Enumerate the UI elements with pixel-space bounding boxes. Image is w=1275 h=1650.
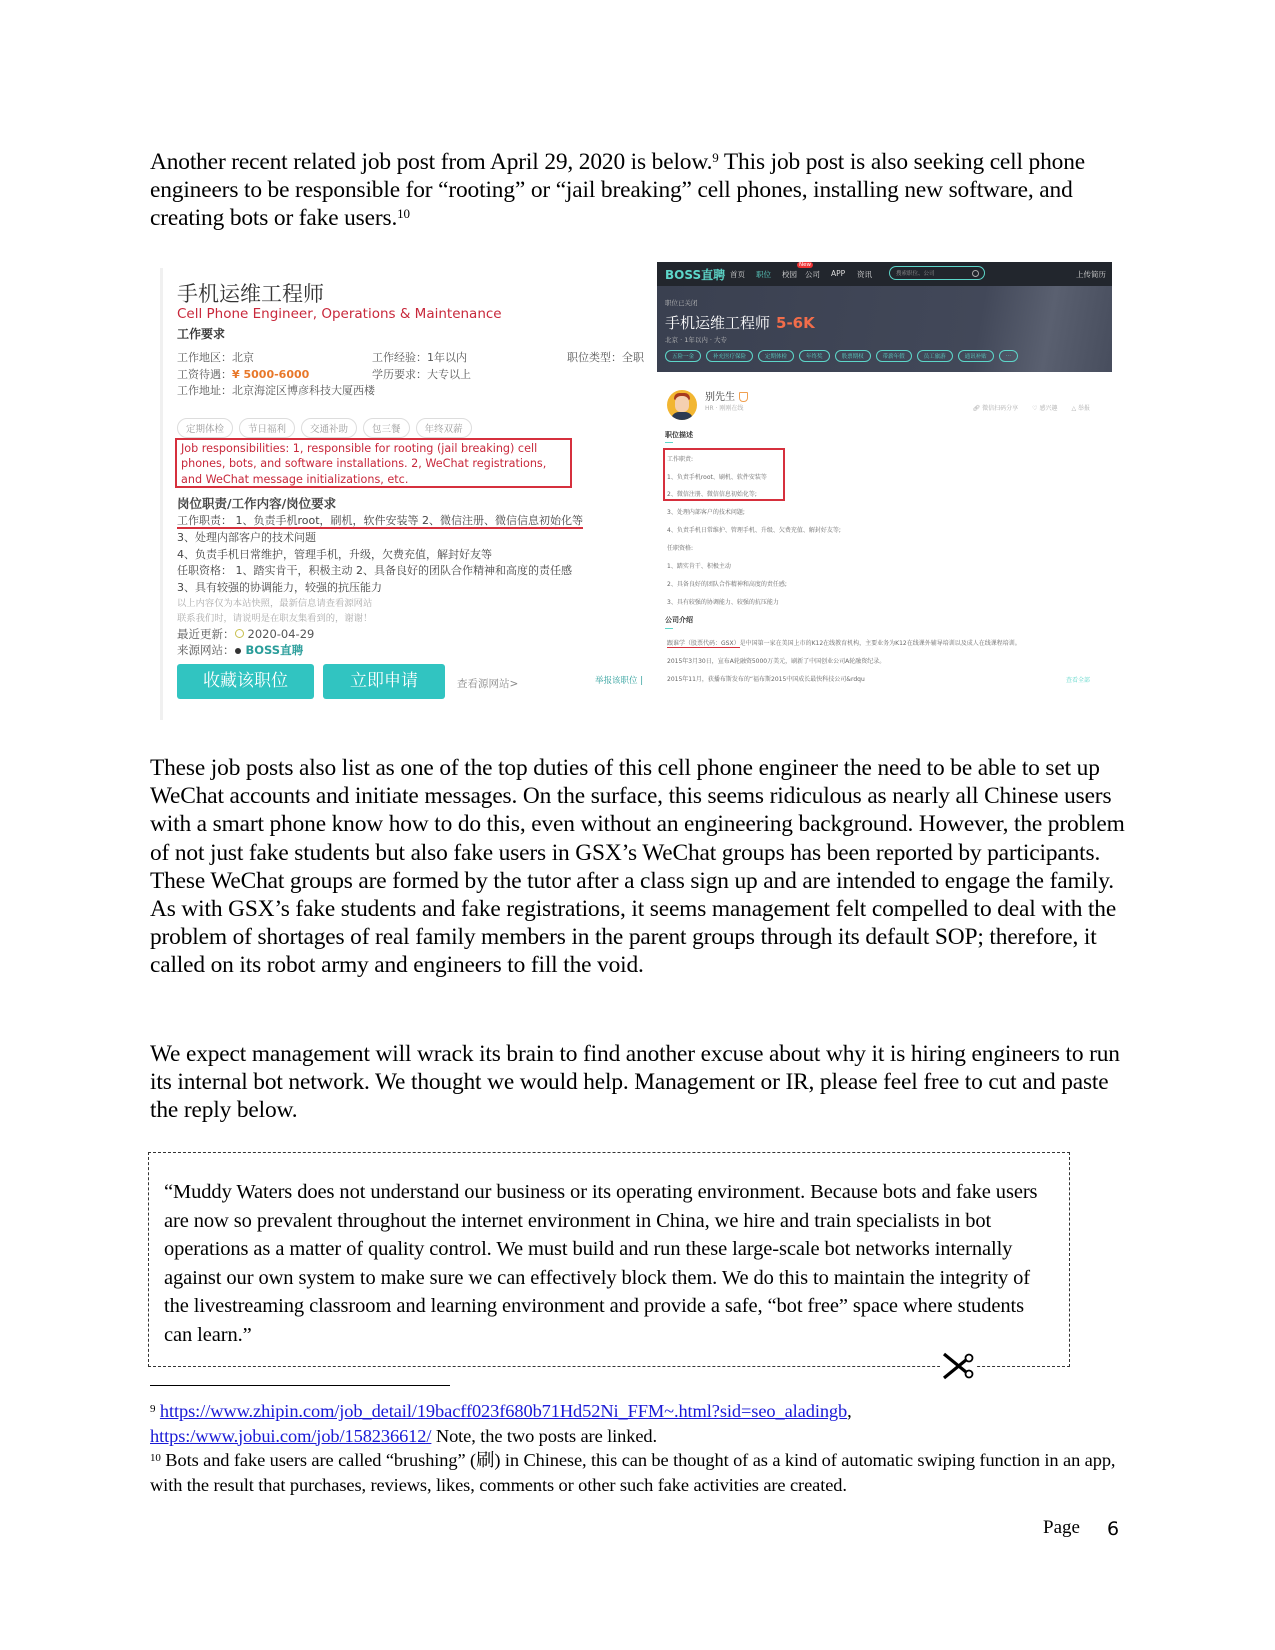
nav-news[interactable]: 资讯 — [857, 270, 872, 279]
benefit-tag: 定期体检 — [758, 350, 794, 362]
post-actions — [973, 403, 1090, 412]
job-title-en: Cell Phone Engineer, Operations & Maintenance — [177, 306, 502, 322]
upload-resume-link[interactable]: 上传简历 — [1076, 270, 1106, 279]
desc-line: 1、负责手机root、刷机、软件安装等 — [667, 474, 767, 481]
more-benefits-button[interactable]: … — [999, 350, 1019, 362]
interested-link[interactable]: ♡ 感兴趣 — [1032, 405, 1058, 412]
heading-underline — [665, 628, 673, 629]
nav-campus[interactable]: 校园 — [782, 270, 797, 279]
intro-paragraph — [150, 148, 1130, 233]
duties-line: 任职资格： 1、踏实肯干，积极主动 2、具备良好的团队合作精神和高度的责任感 — [177, 564, 572, 578]
work-experience: 工作经验：1年以内 — [372, 351, 467, 364]
job-status: 职位已关闭 — [665, 299, 698, 307]
desc-line: 工作职责: — [667, 456, 694, 463]
intro-text-cont: This job post is also seeking cell phone engineers to be responsible for “rooting” or “jail breaking” cell phones, installing new software, and creating bots or fake users. — [150, 149, 1085, 232]
footnote-ref-10[interactable]: 10 — [397, 206, 410, 222]
company-heading: 公司介绍 — [665, 616, 693, 624]
requirements-heading: 工作要求 — [177, 327, 226, 341]
benefit-tag: 定期体检 — [177, 418, 233, 438]
benefit-tag: 员工旅游 — [917, 350, 953, 362]
desc-line: 3、具有较强的协调能力、较强的抗压能力 — [667, 599, 779, 606]
recruiter-name: 别先生 — [705, 388, 748, 403]
desc-line: 任职资格: — [667, 545, 694, 552]
clock-icon — [235, 629, 244, 638]
job-banner — [657, 286, 1112, 372]
benefit-tag: 股票期权 — [835, 350, 871, 362]
duties-line: 3、处理内部客户的技术问题 — [177, 530, 316, 544]
nav-home[interactable]: 首页 — [730, 270, 745, 279]
verified-shield-icon — [739, 392, 748, 402]
benefit-tag: 带薪年假 — [876, 350, 912, 362]
source-site-link[interactable]: BOSS直聘 — [245, 643, 304, 657]
source-label: 来源网站： — [177, 643, 235, 657]
salary-value: ¥ 5000-6000 — [232, 367, 310, 381]
nav-jobs[interactable]: 职位 — [756, 270, 771, 279]
job-title: 手机运维工程师 5-6K — [665, 314, 815, 332]
save-job-button[interactable]: 收藏该职位 — [177, 664, 314, 699]
report-link[interactable]: △ 举报 — [1071, 405, 1090, 412]
cut-line — [148, 1366, 1070, 1367]
duties-heading: 岗位职责/工作内容/岗位要求 — [177, 496, 337, 511]
nav-app[interactable]: APP — [831, 269, 846, 278]
intro-text: Another recent related job post from April 29, 2020 is below. — [150, 149, 713, 175]
work-address: 工作地址：北京海淀区博彦科技大厦西楼 — [177, 384, 375, 397]
nav-company[interactable]: 公司 — [805, 270, 820, 279]
jobui-post-panel — [160, 268, 658, 720]
suggested-reply-quote: “Muddy Waters does not understand our business or its operating environment. Because bots and fake users are now so prevalent throughout the internet environment in China, we hire and train specialists in bot operations as a matter of quality control. We must build and run these large-scale bot networks internally against our own system to make sure we can effectively block them. We do this to maintain the integrity of the livestreaming classroom and learning environment and provide a safe, “bot free” space where students can learn.” — [164, 1181, 1038, 1346]
top-nav — [657, 262, 1112, 286]
benefit-tag: 节日福利 — [239, 418, 295, 438]
desc-line: 2、微信注册、微信信息初始化等; — [667, 491, 757, 498]
company-intro-line: 2015年11月，获播布斯发布的“福布斯2015中国成长最快科技公司&rdqu — [667, 676, 865, 683]
work-area: 工作地区：北京 — [177, 351, 254, 364]
page-number: 6 — [1107, 1518, 1120, 1540]
desc-line: 2、具备良好的团队合作精神和高度的责任感; — [667, 581, 787, 588]
benefit-tag: 年终双薪 — [416, 418, 472, 438]
job-meta: 北京 · 1年以内 · 大专 — [665, 336, 728, 344]
body-paragraph-wechat: These job posts also list as one of the top duties of this cell phone engineer the need to be able to set up WeChat accounts and initiate messages. On the surface, this seems ridiculous as nearly all Chinese users with a smart phone know how to do this, even without an engineering background. However, the problem of not just fake students but also fake users in GSX’s WeChat groups has been reported by participants. These WeChat groups are formed by the tutor after a class sign up and are intended to engage the family. As with GSX’s fake students and fake registrations, it seems management felt compelled to deal with the problem of shortages of real family members in the parent groups through its default SOP; therefore, it called on its robot army and engineers to fill the void. — [150, 755, 1125, 979]
scissors-icon — [940, 1350, 976, 1382]
source-dot-icon — [235, 648, 241, 654]
body-paragraph-management: We expect management will wrack its brain to find another excuse about why it is hiring engineers to run its internal bot network. We thought we would help. Management or IR, please feel free to cut and paste the reply below. — [150, 1041, 1120, 1124]
company-intro-line: 2015年3月30日，宣布A轮融资5000万美元，刷新了中国创业公司A轮融资纪录。 — [667, 658, 886, 665]
snapshot-note — [177, 596, 372, 626]
benefit-tags — [177, 418, 472, 438]
page-label: Page — [1043, 1517, 1080, 1538]
updated-date: 2020-04-29 — [247, 627, 315, 641]
duties-line: 3、具有较强的协调能力，较强的抗压能力 — [177, 581, 382, 595]
view-all-link[interactable]: 查看全部 — [1065, 677, 1090, 684]
apply-now-button[interactable]: 立即申请 — [323, 664, 445, 699]
footnote-separator — [150, 1385, 450, 1386]
note-line: 联系我们时，请说明是在职友集看到的，谢谢！ — [177, 613, 373, 624]
recruiter-role: HR · 刚刚在线 — [705, 405, 744, 412]
share-wechat-link[interactable]: 🔗︎ 微信扫码分享 — [972, 405, 1019, 412]
search-icon[interactable] — [972, 270, 979, 277]
footnote-9: $^9$ https://www.zhipin.com/job_detail/19bacff023f680b71Hd52Ni_FFM~.html?sid=seo_aladingb, https:/www.jobui.com/job/158236612/ Note, the two posts are linked. — [150, 1401, 852, 1446]
job-post-figure — [160, 262, 1110, 724]
salary: 工资待遇：¥ 5000-6000 — [177, 367, 310, 381]
benefit-tag: 交通补助 — [301, 418, 357, 438]
desc-line: 1、踏实肯干、积极主动 — [667, 563, 731, 570]
updated-label: 最近更新： — [177, 627, 235, 641]
job-description-heading: 职位描述 — [665, 431, 693, 439]
footnotes — [150, 1399, 1130, 1497]
duties-line-highlighted: 工作职责： 1、负责手机root，刷机，软件安装等 2、微信注册、微信信息初始化等 — [177, 514, 584, 527]
post-meta — [177, 626, 314, 658]
duties-line: 4、负责手机日常维护，管理手机，升级，欠费充值，解封好友等 — [177, 547, 492, 561]
new-badge: New — [799, 262, 811, 268]
footnote-ref-9[interactable]: 9 — [712, 150, 719, 165]
salary: 5-6K — [776, 314, 815, 332]
search-input[interactable]: 搜索职位、公司 — [889, 266, 985, 280]
benefit-tags — [665, 350, 1018, 362]
benefit-tag: 年终奖 — [799, 350, 830, 362]
desc-line: 3、处理内部客户的技术问题; — [667, 509, 745, 516]
report-job-link[interactable]: 举报该职位 | — [595, 676, 644, 686]
jobui-link[interactable]: https:/www.jobui.com/job/158236612/ — [150, 1425, 432, 1446]
recruiter-avatar — [667, 390, 697, 420]
benefit-tag: 包三餐 — [363, 418, 410, 438]
boss-zhipin-panel — [657, 262, 1112, 724]
job-info-grid — [177, 350, 657, 400]
job-type: 职位类型：全职 — [567, 351, 644, 364]
education: 学历要求：大专以上 — [372, 367, 471, 381]
company-intro-line: 跟谁学（股票代码：GSX）是中国第一家在美国上市的K12在线教育机构，主要业务为K12在线课外辅导培训以及成人在线课程培训。 — [667, 640, 1021, 647]
heading-underline — [665, 442, 673, 443]
note-line: 以上内容仅为本站快照，最新信息请查看源网站 — [177, 598, 373, 609]
benefit-tag: 五险一金 — [665, 350, 701, 362]
benefit-tag: 通讯补贴 — [958, 350, 994, 362]
translation-annotation: Job responsibilities: 1, responsible for rooting (jail breaking) cell phones, bots, and software installations. 2, WeChat registrations, and WeChat message initializations, etc. — [175, 438, 572, 488]
desc-line: 4、负责手机日常维护、管理手机、升级、欠费充值、解封好友等; — [667, 527, 841, 534]
view-source-link[interactable]: 查看源网站> — [457, 678, 519, 690]
benefit-tag: 补充医疗保险 — [706, 350, 753, 362]
footnote-10: $^{10}$ Bots and fake users are called “brushing” (刷) in Chinese, this can be thought of as a kind of automatic swiping function in an app, with the result that purchases, reviews, likes, comments or other such fake activities are created. — [150, 1450, 1116, 1495]
company-name: 跟谁学（股票代码：GSX） — [667, 640, 740, 647]
job-title-cn: 手机运维工程师 — [177, 282, 324, 306]
zhipin-link[interactable]: https://www.zhipin.com/job_detail/19bacff023f680b71Hd52Ni_FFM~.html?sid=seo_aladingb — [159, 1401, 848, 1421]
duties-list — [177, 513, 583, 597]
boss-logo[interactable]: BOSS直聘 — [665, 268, 726, 282]
